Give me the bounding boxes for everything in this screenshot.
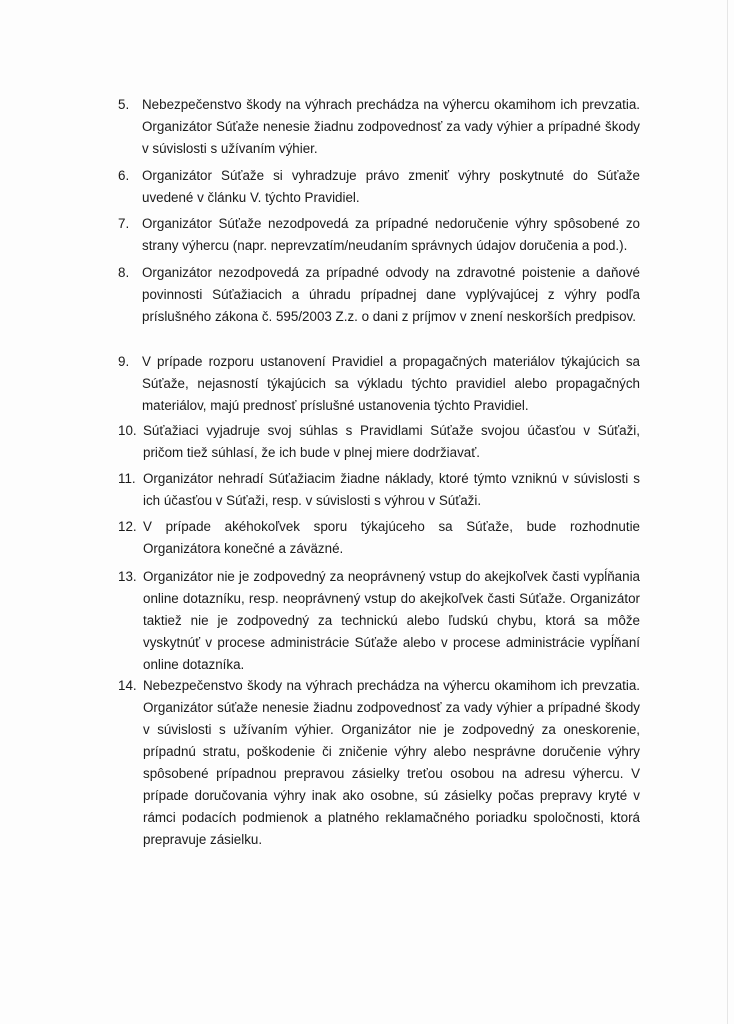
item-text: Nebezpečenstvo škody na výhrach prechádza na výhercu okamihom ich prevzatia. Organizátor súťaže nenesie žiadnu zodpovednosť za vady výhier a prípadné škody v súvislosti s užívaním výhier. Organizátor nie je zodpovedný za oneskorenie, prípadnú stratu, poškodenie či zničenie výhry alebo nesprávne doručenie výhry spôsobené prípadnou prepravou zásielky treťou osobou na adresu výhercu. V prípade doručovania výhry inak ako osobne, sú zásielky počas prepravy kryté v rámci podacích podmienok a platného reklamačného poriadku spoločnosti, ktorá prepravuje zásielku.: [143, 678, 640, 847]
item-text: Súťažiaci vyjadruje svoj súhlas s Pravidlami Súťaže svojou účasťou v Súťaži, pričom tiež súhlasí, že ich bude v plnej miere dodržiavať.: [143, 423, 640, 460]
item-text: Organizátor nie je zodpovedný za neoprávnený vstup do akejkoľvek časti vypĺňania online dotazníku, resp. neoprávnený vstup do akejkoľvek časti Súťaže. Organizátor taktiež nie je zodpovedný za technickú alebo ľudskú chybu, ktorá sa môže vyskytnúť v procese administrácie Súťaže alebo v procese administrácie vypĺňaní online dotazníka.: [143, 569, 640, 672]
item-text: Organizátor nehradí Súťažiacim žiadne náklady, ktoré týmto vzniknú v súvislosti s ich účasťou v Súťaži, resp. v súvislosti s výhrou v Súťaži.: [143, 471, 640, 508]
list-item: [120, 566, 640, 676]
page-edge-line: [727, 0, 728, 1024]
item-number: 6.: [118, 168, 130, 183]
list-item: [120, 516, 640, 560]
item-text: V prípade rozporu ustanovení Pravidiel a propagačných materiálov týkajúcich sa Súťaže, nejasností týkajúcich sa výkladu týchto pravidiel alebo propagačných materiálov, majú prednosť príslušné ustanovenia týchto Pravidiel.: [142, 354, 640, 413]
item-number: 5.: [118, 97, 130, 112]
item-number: 12.: [118, 519, 137, 534]
list-item: [120, 468, 640, 512]
item-text: Organizátor nezodpovedá za prípadné odvody na zdravotné poistenie a daňové povinnosti Súťažiacich a úhradu prípadnej dane vyplývajúcej z výhry podľa príslušného zákona č. 595/2003 Z.z. o dani z príjmov v znení neskorších predpisov.: [142, 265, 640, 324]
item-number: 7.: [118, 216, 130, 231]
list-item: [120, 213, 640, 257]
item-number: 14.: [118, 678, 137, 693]
item-text: Nebezpečenstvo škody na výhrach prechádza na výhercu okamihom ich prevzatia. Organizátor Súťaže nenesie žiadnu zodpovednosť za vady výhier a prípadné škody v súvislosti s užívaním výhier.: [142, 97, 640, 156]
list-item: [120, 262, 640, 328]
item-number: 10.: [118, 423, 137, 438]
list-item: [120, 351, 640, 417]
item-text: V prípade akéhokoľvek sporu týkajúceho sa Súťaže, bude rozhodnutie Organizátora konečné a záväzné.: [143, 519, 640, 556]
item-text: Organizátor Súťaže si vyhradzuje právo zmeniť výhry poskytnuté do Súťaže uvedené v článku V. týchto Pravidiel.: [142, 168, 640, 205]
item-number: 11.: [118, 471, 136, 486]
list-item: [120, 420, 640, 464]
list-item: [120, 165, 640, 209]
item-number: 13.: [118, 569, 137, 584]
item-text: Organizátor Súťaže nezodpovedá za prípadné nedoručenie výhry spôsobené zo strany výhercu (napr. neprevzatím/neudaním správnych údajov doručenia a pod.).: [142, 216, 640, 253]
list-item: [120, 94, 640, 160]
item-number: 9.: [118, 354, 130, 369]
item-number: 8.: [118, 265, 130, 280]
list-item: [120, 675, 640, 851]
